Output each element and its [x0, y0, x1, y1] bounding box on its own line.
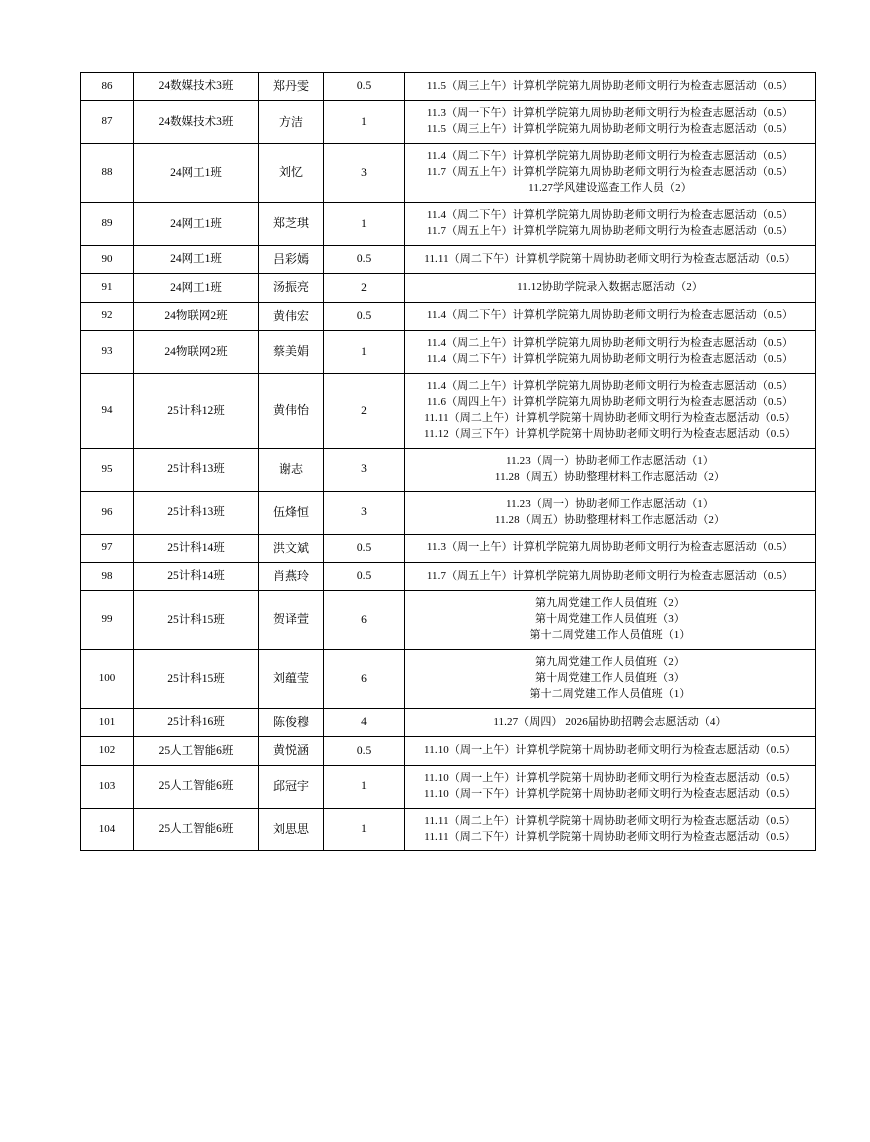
- volunteer-record-table: [80, 72, 816, 851]
- table-row: [81, 274, 816, 302]
- cell-index: 100: [81, 650, 134, 709]
- activity-line: 第十周党建工作人员值班（3）: [535, 672, 685, 685]
- table-row: [81, 708, 816, 736]
- cell-hours: 0.5: [324, 73, 405, 101]
- cell-index: 90: [81, 245, 134, 273]
- cell-name: 刘蕴莹: [259, 650, 324, 709]
- cell-activity-detail: [405, 650, 816, 709]
- cell-hours: 0.5: [324, 737, 405, 765]
- cell-hours: 0.5: [324, 562, 405, 590]
- cell-hours: 2: [324, 274, 405, 302]
- cell-activity-detail: [405, 591, 816, 650]
- cell-class: 24网工1班: [134, 245, 259, 273]
- cell-activity-detail: [405, 374, 816, 449]
- cell-name: 吕彩嫣: [259, 245, 324, 273]
- cell-index: 104: [81, 808, 134, 851]
- table-row: [81, 650, 816, 709]
- cell-index: 88: [81, 144, 134, 203]
- activity-line: 第九周党建工作人员值班（2）: [535, 597, 685, 610]
- cell-hours: 6: [324, 591, 405, 650]
- cell-hours: 3: [324, 448, 405, 491]
- cell-index: 96: [81, 491, 134, 534]
- cell-hours: 3: [324, 491, 405, 534]
- cell-name: 汤振亮: [259, 274, 324, 302]
- cell-name: 刘忆: [259, 144, 324, 203]
- activity-line: 11.4（周二下午）计算机学院第九周协助老师文明行为检查志愿活动（0.5）: [426, 353, 794, 366]
- cell-name: 贺译萱: [259, 591, 324, 650]
- activity-line: 11.12协助学院录入数据志愿活动（2）: [517, 281, 703, 294]
- cell-class: 24网工1班: [134, 144, 259, 203]
- activity-line: 11.12（周三下午）计算机学院第十周协助老师文明行为检查志愿活动（0.5）: [424, 427, 796, 440]
- table-row: [81, 591, 816, 650]
- activity-line: 11.10（周一上午）计算机学院第十周协助老师文明行为检查志愿活动（0.5）: [424, 771, 796, 784]
- cell-activity-detail: [405, 562, 816, 590]
- table-row: [81, 101, 816, 144]
- cell-name: 邱冠宇: [259, 765, 324, 808]
- table-row: [81, 302, 816, 330]
- activity-line: 11.6（周四上午）计算机学院第九周协助老师文明行为检查志愿活动（0.5）: [426, 395, 794, 408]
- activity-line: 11.23（周一）协助老师工作志愿活动（1）: [505, 454, 715, 467]
- cell-name: 黄悦涵: [259, 737, 324, 765]
- activity-line: 11.10（周一上午）计算机学院第十周协助老师文明行为检查志愿活动（0.5）: [424, 744, 796, 757]
- cell-index: 97: [81, 534, 134, 562]
- table-row: [81, 203, 816, 246]
- table-row: [81, 534, 816, 562]
- cell-class: 25计科15班: [134, 591, 259, 650]
- activity-line: 第九周党建工作人员值班（2）: [535, 656, 685, 669]
- table-row: [81, 737, 816, 765]
- table-row: [81, 765, 816, 808]
- activity-line: 11.11（周二上午）计算机学院第十周协助老师文明行为检查志愿活动（0.5）: [424, 814, 796, 827]
- activity-line: 11.4（周二上午）计算机学院第九周协助老师文明行为检查志愿活动（0.5）: [426, 380, 794, 392]
- activity-line: 11.10（周一下午）计算机学院第十周协助老师文明行为检查志愿活动（0.5）: [424, 787, 796, 800]
- cell-activity-detail: [405, 765, 816, 808]
- activity-line: 11.27学风建设巡查工作人员（2）: [528, 182, 692, 195]
- cell-activity-detail: [405, 331, 816, 374]
- cell-hours: 1: [324, 101, 405, 144]
- cell-name: 陈俊穆: [259, 708, 324, 736]
- activity-line: 11.3（周一上午）计算机学院第九周协助老师文明行为检查志愿活动（0.5）: [426, 541, 794, 554]
- cell-index: 99: [81, 591, 134, 650]
- cell-name: 谢志: [259, 448, 324, 491]
- cell-hours: 0.5: [324, 534, 405, 562]
- cell-class: 24物联网2班: [134, 331, 259, 374]
- cell-name: 黄伟怡: [259, 374, 324, 449]
- cell-activity-detail: [405, 808, 816, 851]
- cell-hours: 1: [324, 203, 405, 246]
- cell-activity-detail: [405, 448, 816, 491]
- cell-hours: 2: [324, 374, 405, 449]
- cell-activity-detail: [405, 245, 816, 273]
- cell-class: 24数媒技术3班: [134, 73, 259, 101]
- cell-hours: 0.5: [324, 245, 405, 273]
- activity-line: 11.28（周五）协助整理材料工作志愿活动（2）: [494, 513, 726, 526]
- activity-line: 第十二周党建工作人员值班（1）: [529, 687, 691, 700]
- cell-class: 25计科14班: [134, 534, 259, 562]
- cell-hours: 1: [324, 808, 405, 851]
- cell-index: 89: [81, 203, 134, 246]
- activity-line: 11.11（周二上午）计算机学院第十周协助老师文明行为检查志愿活动（0.5）: [424, 411, 796, 424]
- cell-hours: 1: [324, 765, 405, 808]
- cell-class: 25计科15班: [134, 650, 259, 709]
- activity-line: 11.3（周一下午）计算机学院第九周协助老师文明行为检查志愿活动（0.5）: [426, 107, 794, 120]
- cell-name: 郑丹雯: [259, 73, 324, 101]
- activity-line: 第十二周党建工作人员值班（1）: [529, 629, 691, 642]
- cell-class: 24网工1班: [134, 274, 259, 302]
- cell-index: 93: [81, 331, 134, 374]
- activity-line: 11.23（周一）协助老师工作志愿活动（1）: [505, 497, 715, 510]
- cell-activity-detail: [405, 203, 816, 246]
- cell-class: 25人工智能6班: [134, 808, 259, 851]
- cell-name: 刘思思: [259, 808, 324, 851]
- cell-name: 黄伟宏: [259, 302, 324, 330]
- cell-activity-detail: [405, 302, 816, 330]
- cell-name: 蔡美娟: [259, 331, 324, 374]
- table-row: [81, 245, 816, 273]
- activity-line: 11.4（周二下午）计算机学院第九周协助老师文明行为检查志愿活动（0.5）: [426, 309, 794, 322]
- cell-hours: 4: [324, 708, 405, 736]
- activity-line: 11.7（周五上午）计算机学院第九周协助老师文明行为检查志愿活动（0.5）: [426, 569, 794, 582]
- table-row: [81, 73, 816, 101]
- activity-line: 11.11（周二下午）计算机学院第十周协助老师文明行为检查志愿活动（0.5）: [424, 252, 796, 265]
- cell-class: 25计科12班: [134, 374, 259, 449]
- activity-line: 11.7（周五上午）计算机学院第九周协助老师文明行为检查志愿活动（0.5）: [426, 225, 794, 238]
- cell-class: 24网工1班: [134, 203, 259, 246]
- activity-line: 11.28（周五）协助整理材料工作志愿活动（2）: [494, 470, 726, 483]
- table-row: [81, 491, 816, 534]
- activity-line: 11.27（周四） 2026届协助招聘会志愿活动（4）: [493, 715, 727, 728]
- cell-hours: 0.5: [324, 302, 405, 330]
- activity-line: 11.7（周五上午）计算机学院第九周协助老师文明行为检查志愿活动（0.5）: [426, 166, 794, 179]
- cell-name: 洪文斌: [259, 534, 324, 562]
- cell-hours: 1: [324, 331, 405, 374]
- cell-class: 24物联网2班: [134, 302, 259, 330]
- cell-index: 92: [81, 302, 134, 330]
- cell-activity-detail: [405, 534, 816, 562]
- cell-name: 方洁: [259, 101, 324, 144]
- activity-line: 11.5（周三上午）计算机学院第九周协助老师文明行为检查志愿活动（0.5）: [426, 79, 794, 92]
- cell-index: 98: [81, 562, 134, 590]
- cell-index: 94: [81, 374, 134, 449]
- cell-class: 25计科13班: [134, 448, 259, 491]
- activity-line: 11.4（周二下午）计算机学院第九周协助老师文明行为检查志愿活动（0.5）: [426, 209, 794, 222]
- cell-activity-detail: [405, 144, 816, 203]
- cell-name: 郑芝琪: [259, 203, 324, 246]
- cell-index: 95: [81, 448, 134, 491]
- cell-index: 101: [81, 708, 134, 736]
- cell-class: 24数媒技术3班: [134, 101, 259, 144]
- cell-index: 103: [81, 765, 134, 808]
- table-row: [81, 374, 816, 449]
- cell-activity-detail: [405, 73, 816, 101]
- cell-activity-detail: [405, 274, 816, 302]
- cell-class: 25计科14班: [134, 562, 259, 590]
- cell-class: 25人工智能6班: [134, 765, 259, 808]
- activity-line: 11.4（周二下午）计算机学院第九周协助老师文明行为检查志愿活动（0.5）: [426, 150, 794, 163]
- cell-index: 102: [81, 737, 134, 765]
- cell-hours: 3: [324, 144, 405, 203]
- table-row: [81, 331, 816, 374]
- cell-activity-detail: [405, 737, 816, 765]
- cell-hours: 6: [324, 650, 405, 709]
- table-row: [81, 562, 816, 590]
- cell-class: 25计科16班: [134, 708, 259, 736]
- cell-activity-detail: [405, 101, 816, 144]
- activity-line: 11.4（周二上午）计算机学院第九周协助老师文明行为检查志愿活动（0.5）: [426, 337, 794, 350]
- table-row: [81, 144, 816, 203]
- activity-line: 第十周党建工作人员值班（3）: [535, 613, 685, 626]
- table-body: [81, 73, 816, 851]
- cell-index: 91: [81, 274, 134, 302]
- cell-name: 肖燕玲: [259, 562, 324, 590]
- cell-activity-detail: [405, 708, 816, 736]
- cell-index: 86: [81, 73, 134, 101]
- cell-index: 87: [81, 101, 134, 144]
- cell-activity-detail: [405, 491, 816, 534]
- activity-line: 11.5（周三上午）计算机学院第九周协助老师文明行为检查志愿活动（0.5）: [426, 123, 794, 136]
- cell-name: 伍烽恒: [259, 491, 324, 534]
- activity-line: 11.11（周二下午）计算机学院第十周协助老师文明行为检查志愿活动（0.5）: [424, 830, 796, 843]
- cell-class: 25计科13班: [134, 491, 259, 534]
- table-row: [81, 448, 816, 491]
- cell-class: 25人工智能6班: [134, 737, 259, 765]
- table-row: [81, 808, 816, 851]
